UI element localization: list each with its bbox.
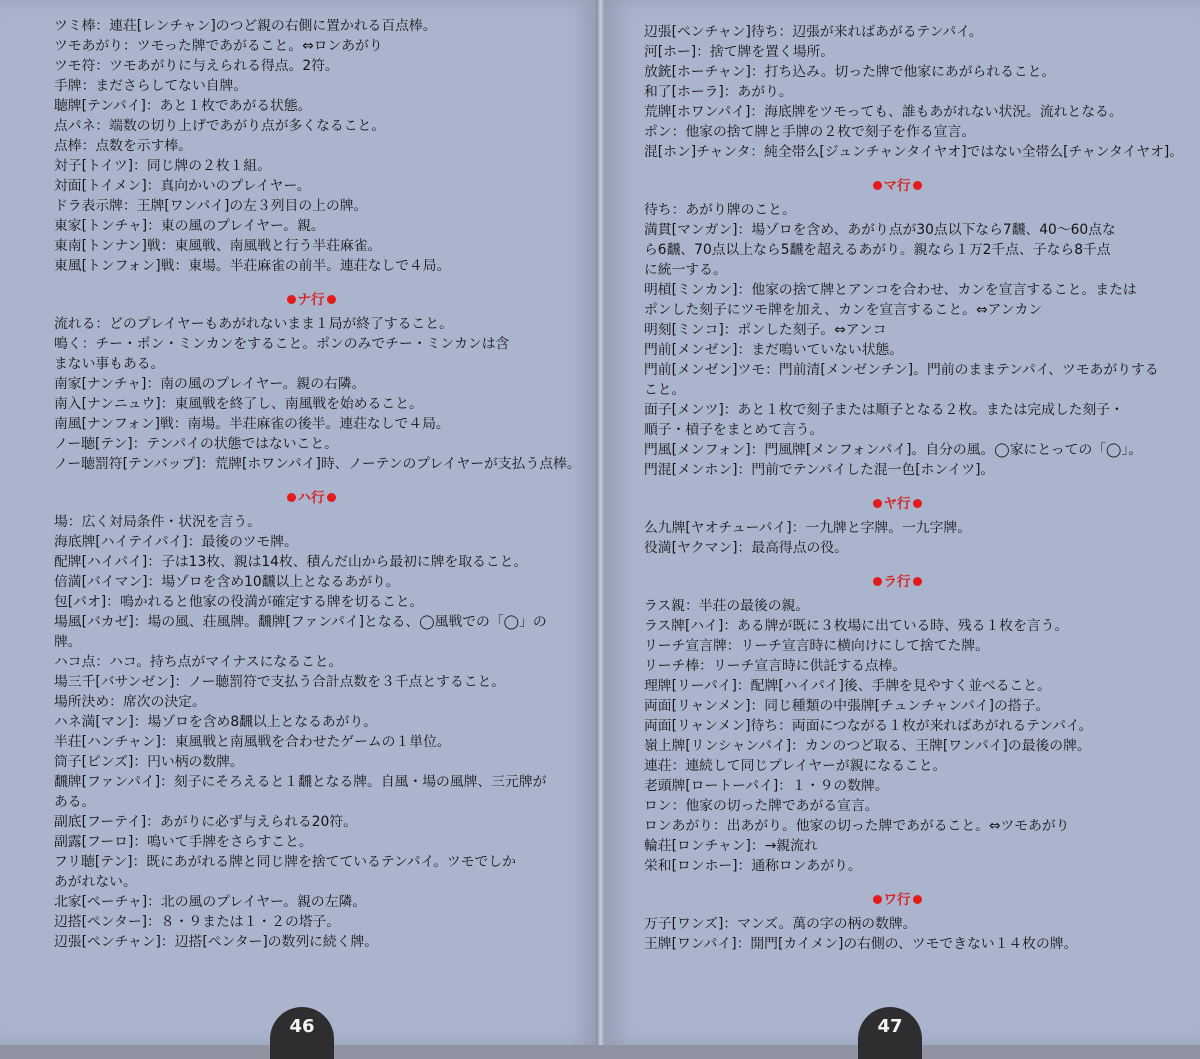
glossary-line: 連荘：連続して同じプレイヤーが親になること。: [644, 758, 947, 774]
glossary-line: 辺張[ペンチャン]待ち：辺張が来ればあがるテンパイ。: [644, 24, 983, 40]
glossary-line: 筒子[ピンズ]：円い柄の数牌。: [54, 754, 244, 770]
red-bullet-icon: [327, 295, 336, 304]
glossary-line: 牌。: [54, 634, 82, 650]
glossary-line: 栄和[ロンホー]：通称ロンあがり。: [644, 858, 862, 874]
red-bullet-icon: [327, 493, 336, 502]
glossary-line: 門混[メンホン]：門前でテンパイした混一色[ホンイツ]。: [644, 462, 995, 478]
glossary-line: 南入[ナンニュウ]：東風戦を終了し、南風戦を始めること。: [54, 396, 423, 412]
glossary-line: 辺張[ペンチャン]：辺搭[ペンター]の数列に続く牌。: [54, 934, 379, 950]
glossary-line: 么九牌[ヤオチューパイ]：一九牌と字牌。一九字牌。: [644, 520, 971, 536]
glossary-line: 副底[フーテイ]：あがりに必ず与えられる20符。: [54, 814, 357, 830]
red-bullet-icon: [913, 895, 922, 904]
glossary-line: ツミ棒：連荘[レンチャン]のつど親の右側に置かれる百点棒。: [54, 18, 437, 34]
glossary-line: 海底牌[ハイテイパイ]：最後のツモ牌。: [54, 534, 298, 550]
glossary-line: 門前[メンゼン]ツモ：門前清[メンゼンチン]。門前のままテンパイ、ツモあがりする: [644, 362, 1159, 378]
right-page: [604, 0, 1200, 1045]
section-heading-label: ワ行: [883, 892, 911, 908]
glossary-line: 包[パオ]：鳴かれると他家の役満が確定する牌を切ること。: [54, 594, 424, 610]
glossary-line: 点パネ：端数の切り上げであがり点が多くなること。: [54, 118, 386, 134]
glossary-line: 混[ホン]チャンタ：純全帯么[ジュンチャンタイヤオ]ではない全帯么[チャンタイヤオ]。: [644, 144, 1184, 160]
glossary-line: に統一する。: [644, 262, 727, 278]
section-heading: [644, 494, 1150, 514]
glossary-line: ら6飜、70点以上なら5飜を超えるあがり。親なら１万2千点、子なら8千点: [644, 242, 1111, 258]
glossary-line: 場所決め：席次の決定。: [54, 694, 206, 710]
right-page-glossary: [644, 22, 1184, 954]
left-page: [0, 0, 598, 1045]
glossary-line: 飜牌[ファンパイ]：刻子にそろえると１飜となる牌。自風・場の風牌、三元牌が: [54, 774, 547, 790]
glossary-line: 南家[ナンチャ]：南の風のプレイヤー。親の右隣。: [54, 376, 366, 392]
glossary-line: ラス牌[ハイ]：ある牌が既に３枚場に出ている時、残る１枚を言う。: [644, 618, 1069, 634]
glossary-line: 満貫[マンガン]：場ゾロを含め、あがり点が30点以下なら7飜、40～60点な: [644, 222, 1116, 238]
glossary-line: 配牌[ハイパイ]：子は13枚、親は14枚、積んだ山から最初に牌を取ること。: [54, 554, 528, 570]
glossary-line: 北家[ペーチャ]：北の風のプレイヤー。親の左隣。: [54, 894, 367, 910]
red-bullet-icon: [913, 499, 922, 508]
glossary-line: ロンあがり：出あがり。他家の切った牌であがること。⇔ツモあがり: [644, 818, 1070, 834]
section-heading-label: ハ行: [297, 490, 325, 506]
glossary-line: 順子・槓子をまとめて言う。: [644, 422, 824, 438]
red-bullet-icon: [287, 295, 296, 304]
glossary-line: ポン：他家の捨て牌と手牌の２枚で刻子を作る宣言。: [644, 124, 976, 140]
section-heading-label: ナ行: [297, 292, 325, 308]
red-bullet-icon: [873, 895, 882, 904]
glossary-line: 老頭牌[ロートーパイ]：１・９の数牌。: [644, 778, 889, 794]
glossary-line: 荒牌[ホワンパイ]：海底牌をツモっても、誰もあがれない状況。流れとなる。: [644, 104, 1123, 120]
glossary-line: 役満[ヤクマン]：最高得点の役。: [644, 540, 848, 556]
glossary-line: 場：広く対局条件・状況を言う。: [54, 514, 261, 530]
red-bullet-icon: [873, 181, 882, 190]
glossary-line: 東家[トンチャ]：東の風のプレイヤー。親。: [54, 218, 325, 234]
glossary-line: 河[ホー]：捨て牌を置く場所。: [644, 44, 835, 60]
glossary-line: 門風[メンフォン]：門風牌[メンフォンパイ]。自分の風。◯家にとっての「◯」。: [644, 442, 1143, 458]
glossary-line: 放銃[ホーチャン]：打ち込み。切った牌で他家にあがられること。: [644, 64, 1056, 80]
glossary-line: ツモ符：ツモあがりに与えられる得点。2符。: [54, 58, 339, 74]
glossary-line: 辺搭[ペンター]：８・９または１・２の塔子。: [54, 914, 341, 930]
glossary-line: ハネ満[マン]：場ゾロを含め8飜以上となるあがり。: [54, 714, 378, 730]
glossary-line: 対子[トイツ]：同じ牌の２枚１組。: [54, 158, 272, 174]
glossary-line: まない事もある。: [54, 356, 165, 372]
glossary-line: 王牌[ワンパイ]：開門[カイメン]の右側の、ツモできない１４枚の牌。: [644, 936, 1078, 952]
glossary-line: 和了[ホーラ]：あがり。: [644, 84, 793, 100]
glossary-line: リーチ宣言牌：リーチ宣言時に横向けにして捨てた牌。: [644, 638, 989, 654]
glossary-line: 聴牌[テンパイ]：あと１枚であがる状態。: [54, 98, 312, 114]
section-heading-label: マ行: [883, 178, 911, 194]
glossary-line: 場風[バカゼ]：場の風、荘風牌。飜牌[ファンパイ]となる、◯風戦での「◯」の: [54, 614, 547, 630]
section-heading: [644, 890, 1150, 910]
glossary-line: ハコ点：ハコ。持ち点がマイナスになること。: [54, 654, 343, 670]
glossary-line: ラス親：半荘の最後の親。: [644, 598, 810, 614]
glossary-line: 倍満[バイマン]：場ゾロを含め10飜以上となるあがり。: [54, 574, 400, 590]
glossary-line: フリ聴[テン]：既にあがれる牌と同じ牌を捨てているテンパイ。ツモでしか: [54, 854, 516, 870]
glossary-line: 明槓[ミンカン]：他家の捨て牌とアンコを合わせ、カンを宣言すること。または: [644, 282, 1137, 298]
glossary-line: 輪荘[ロンチャン]：→親流れ: [644, 838, 818, 854]
glossary-line: 副露[フーロ]：鳴いて手牌をさらすこと。: [54, 834, 313, 850]
red-bullet-icon: [873, 577, 882, 586]
glossary-line: 嶺上牌[リンシャンパイ]：カンのつど取る、王牌[ワンパイ]の最後の牌。: [644, 738, 1091, 754]
glossary-line: 両面[リャンメン]待ち：両面につながる１枚が来ればあがれるテンパイ。: [644, 718, 1093, 734]
glossary-line: 半荘[ハンチャン]：東風戦と南風戦を合わせたゲームの１単位。: [54, 734, 451, 750]
glossary-line: 明刻[ミンコ]：ポンした刻子。⇔アンコ: [644, 322, 887, 338]
glossary-line: 東風[トンフォン]戦：東場。半荘麻雀の前半。連荘なしで４局。: [54, 258, 451, 274]
glossary-line: 流れる：どのプレイヤーもあがれないまま１局が終了すること。: [54, 316, 453, 332]
glossary-line: ツモあがり：ツモった牌であがること。⇔ロンあがり: [54, 38, 383, 54]
glossary-line: 門前[メンゼン]：まだ鳴いていない状態。: [644, 342, 904, 358]
red-bullet-icon: [913, 577, 922, 586]
red-bullet-icon: [287, 493, 296, 502]
glossary-line: 場三千[バサンゼン]：ノー聴罰符で支払う合計点数を３千点とすること。: [54, 674, 506, 690]
section-heading-label: ラ行: [883, 574, 911, 590]
section-heading: [54, 488, 568, 508]
glossary-line: ノー聴罰符[テンバップ]：荒牌[ホワンパイ]時、ノーテンのプレイヤーが支払う点棒。: [54, 456, 581, 472]
red-bullet-icon: [913, 181, 922, 190]
glossary-line: 万子[ワンズ]：マンズ。萬の字の柄の数牌。: [644, 916, 917, 932]
glossary-line: 両面[リャンメン]：同じ種類の中張牌[チュンチャンパイ]の搭子。: [644, 698, 1050, 714]
glossary-line: ある。: [54, 794, 96, 810]
glossary-line: こと。: [644, 382, 686, 398]
glossary-line: ポンした刻子にツモ牌を加え、カンを宣言すること。⇔アンカン: [644, 302, 1043, 318]
glossary-line: 面子[メンツ]：あと１枚で刻子または順子となる２枚。または完成した刻子・: [644, 402, 1124, 418]
left-page-glossary: [54, 16, 581, 952]
glossary-line: リーチ棒：リーチ宣言時に供託する点棒。: [644, 658, 907, 674]
glossary-line: 南風[ナンフォン]戦：南場。半荘麻雀の後半。連荘なしで４局。: [54, 416, 450, 432]
section-heading: [644, 572, 1150, 592]
glossary-line: ロン：他家の切った牌であがる宣言。: [644, 798, 879, 814]
glossary-line: 待ち：あがり牌のこと。: [644, 202, 796, 218]
left-page-number: 46: [270, 1007, 334, 1059]
right-page-number: 47: [858, 1007, 922, 1059]
glossary-line: 鳴く：チー・ポン・ミンカンをすること。ポンのみでチー・ミンカンは含: [54, 336, 510, 352]
glossary-line: 東南[トンナン]戦：東風戦、南風戦と行う半荘麻雀。: [54, 238, 382, 254]
section-heading: [644, 176, 1150, 196]
red-bullet-icon: [873, 499, 882, 508]
glossary-line: 対面[トイメン]：真向かいのプレイヤー。: [54, 178, 311, 194]
section-heading-label: ヤ行: [883, 496, 911, 512]
glossary-line: あがれない。: [54, 874, 137, 890]
section-heading: [54, 290, 568, 310]
glossary-line: 理牌[リーパイ]：配牌[ハイパイ]後、手牌を見やすく並べること。: [644, 678, 1051, 694]
glossary-line: 点棒：点数を示す棒。: [54, 138, 192, 154]
glossary-line: ドラ表示牌：王牌[ワンパイ]の左３列目の上の牌。: [54, 198, 368, 214]
glossary-line: ノー聴[テン]：テンパイの状態ではないこと。: [54, 436, 338, 452]
glossary-line: 手牌：まださらしてない自牌。: [54, 78, 248, 94]
